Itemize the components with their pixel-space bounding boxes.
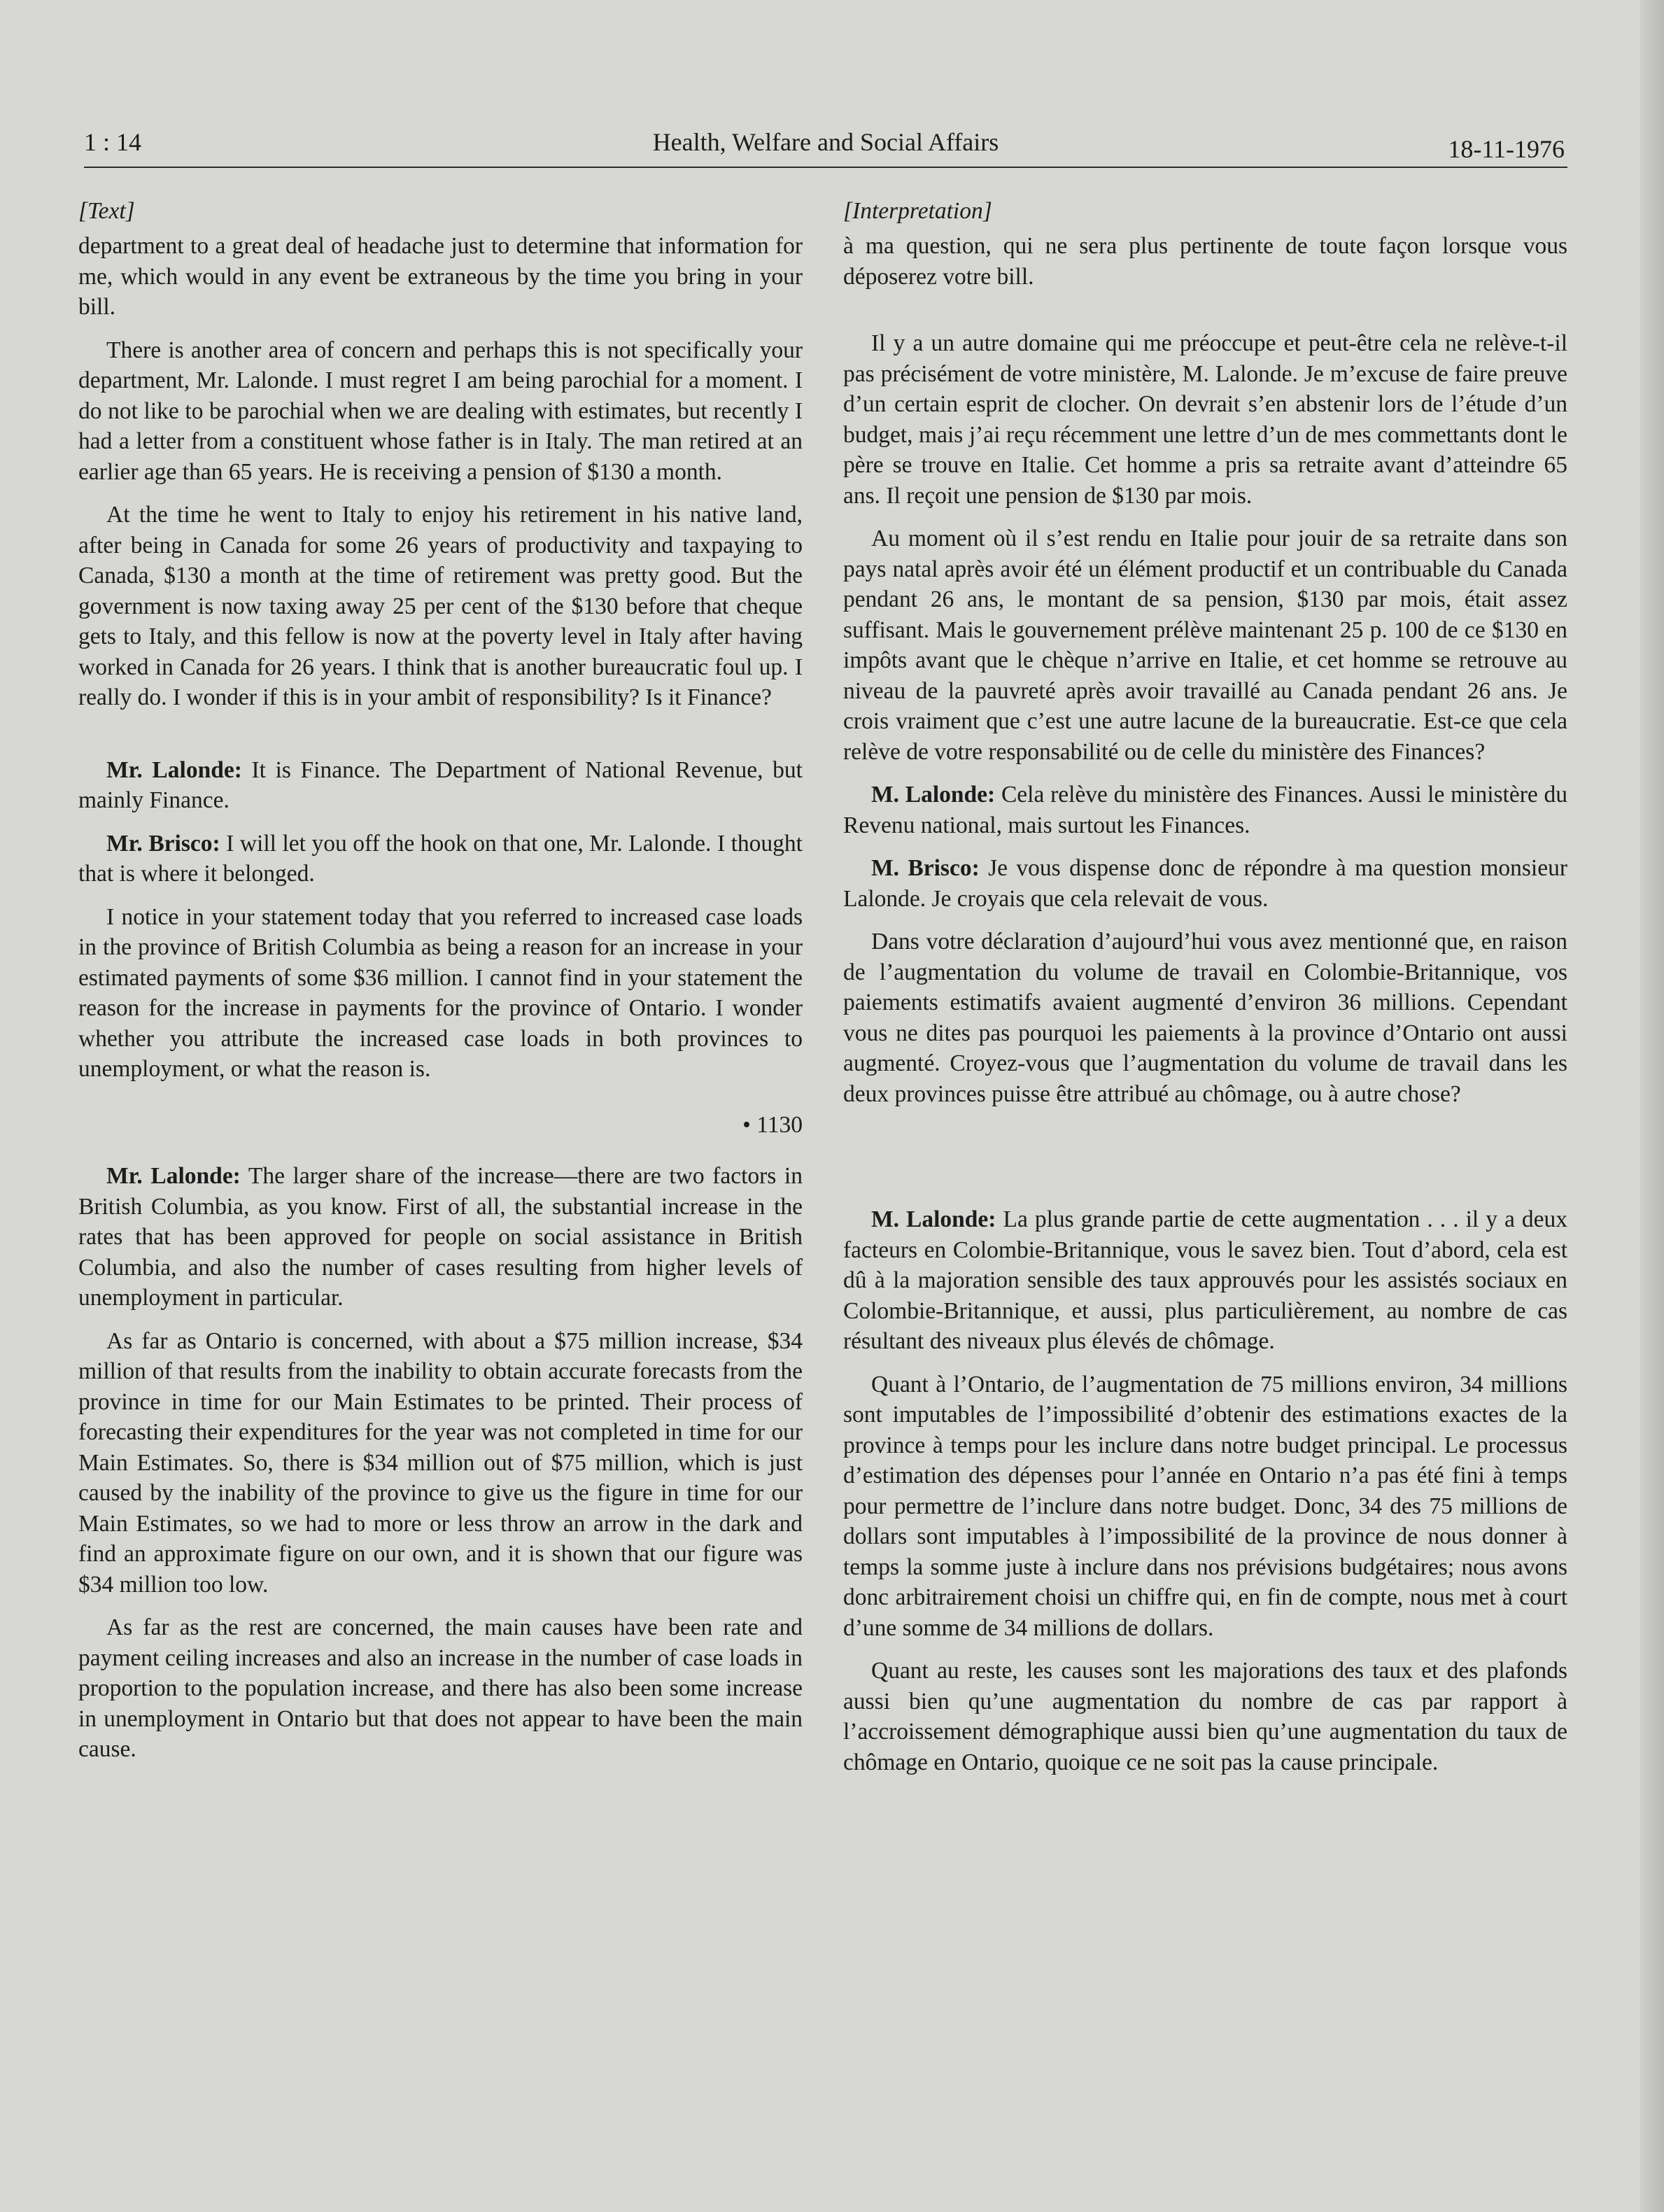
speech-text: Je vous dispense donc de répondre à ma question monsieur Lalonde. Je croyais que cela relevait de vous. [843,855,1568,912]
english-column [78,197,803,1777]
paragraph: Quant au reste, les causes sont les majorations des taux et des plafonds aussi bien qu’une augmentation du nombre de cas par rapport à l’accroissement démographique aussi bien qu’une augmentation du taux de chômage en Ontario, quoique ce ne soit pas la cause principale. [843,1658,1567,1775]
speaker-name: Mr. Lalonde: [106,756,242,783]
paragraph: At the time he went to Italy to enjoy his retirement in his native land, after being in Canada for some 26 years of productivity and taxpaying to Canada, $130 a month at the time of retirement was pretty good. But the government is now taxing away 25 per cent of the $130 before that cheque gets to Italy, and this fellow is now at the poverty level in Italy after having worked in Canada for 26 years. I think that is another bureaucratic foul up. I really do. I wonder if this is in your ambit of responsibility? Is it Finance? [78,502,803,710]
paragraph: Quant à l’Ontario, de l’augmentation de 75 millions environ, 34 millions sont imputables de l’impossibilité d’obtenir des estimations exactes de la province à temps pour les inclure dans notre budget principal. Le processus d’estimation des dépenses pour l’année en Ontario n’a pas été fini à temps pour permettre de l’inclure dans notre budget. Donc, 34 des 75 millions de dollars sont imputables à l’impossibilité de la province de nous donner à temps la somme juste à inclure dans nos prévisions budgétaires; nous avons donc arbitrairement choisi un chiffre qui, en fin de compte, nous met à court d’une somme de 34 millions de dollars. [843,1371,1567,1641]
speaker-name: Mr. Lalonde: [106,1163,241,1189]
paragraph: à ma question, qui ne sera plus pertinente de toute façon lorsque vous déposerez votre bill. [843,233,1567,290]
paragraph: As far as the rest are concerned, the main causes have been rate and payment ceiling increases and also an increase in the number of case loads in proportion to the population increase, and there has also been some increase in unemployment in Ontario but that does not appear to have been the main cause. [78,1614,803,1762]
speech-text: Cela relève du ministère des Finances. Aussi le ministère du Revenu national, mais surtout les Finances. [843,782,1567,838]
column-tag: [Text] [78,198,135,224]
paragraph: I notice in your statement today that you referred to increased case loads in the province of British Columbia as being a reason for an increase in your estimated payments of some $36 million. I cannot find in your statement the reason for the increase in payments for the province of Ontario. I wonder whether you attribute the increased case loads in both provinces to unemployment, or what the reason is. [78,903,803,1082]
page-number: 1 : 14 [84,128,142,156]
header-title: Health, Welfare and Social Affairs [652,128,999,156]
paragraph: department to a great deal of headache just to determine that information for me, which would in any event be extraneous by the time you bring in your bill. [78,233,803,320]
running-header [84,118,1567,168]
header-date: 18-11-1976 [1448,135,1565,163]
speaker-paragraph [843,1204,1567,1357]
speaker-name: M. Lalonde: [871,1206,996,1232]
speaker-name: M. Lalonde: [871,782,996,808]
speech-text: The larger share of the increase—there are two factors in British Columbia, as you know. First of all, the substantial increase in the rates that has been approved for people on social assistance in British Columbia, and also the number of cases resulting from higher levels of unemployment in particular. [78,1163,803,1311]
paragraph: Dans votre déclaration d’aujourd’hui vous avez mentionné que, en raison de l’augmentation du volume de travail en Colombie-Britannique, vos paiements estimatifs avaient augmenté d’environ 36 millions. Cependant vous ne dites pas pourquoi les paiements à la province d’Ontario ont aussi augmenté. Croyez-vous que l’augmentation du volume de travail dans les deux provinces puisse être attribué au chômage, ou à autre chose? [843,929,1567,1107]
french-column [843,197,1567,1790]
speaker-paragraph [78,1161,803,1313]
paragraph: Il y a un autre domaine qui me préoccupe et peut-être cela ne relève-t-il pas précisément de votre ministère, M. Lalonde. Je m’excuse de faire preuve d’un certain esprit de clocher. On devrait s’en abstenir lors de l’étude d’un budget, mais j’ai reçu récemment une lettre d’un de mes commettants dont le père se trouve en Italie. Cet homme a pris sa retraite avant d’atteindre 65 ans. Il reçoit une pension de $130 par mois. [843,330,1567,509]
speech-text: La plus grande partie de cette augmentation . . . il y a deux facteurs en Colombie-Britannique, vous le savez bien. Tout d’abord, cela est dû à la majoration sensible des taux approuvés pour les assistés sociaux en Colombie-Britannique, et aussi, plus particulièrement, au nombre de cas résultant des niveaux plus élevés de chômage. [843,1206,1568,1354]
speaker-paragraph [843,853,1567,914]
page-edge-shadow [1640,0,1664,2212]
speaker-paragraph [843,780,1567,840]
speaker-paragraph [78,755,803,816]
paragraph: Au moment où il s’est rendu en Italie pour jouir de sa retraite dans son pays natal après avoir été un élément productif et un contribuable du Canada pendant 26 ans, le montant de sa pension, $130 par mois, était assez suffisant. Mais le gouvernement prélève maintenant 25 p. 100 de ce $130 en impôts avant que le chèque n’arrive en Italie, et cet homme se retrouve au niveau de la pauvreté après avoir travaillé au Canada pendant 26 ans. Je crois vraiment que c’est une autre lacune de la bureaucratie. Est-ce que cela relève de votre responsabilité ou de celle du ministère des Finances? [843,526,1567,765]
time-marker: • 1130 [742,1111,803,1138]
speaker-name: Mr. Brisco: [106,830,220,857]
paragraph: There is another area of concern and perhaps this is not specifically your department, Mr. Lalonde. I must regret I am being parochial for a moment. I do not like to be parochial when we are dealing with estimates, but recently I had a letter from a constituent whose father is in Italy. The man retired at an earlier age than 65 years. He is receiving a pension of $130 a month. [78,337,803,485]
paragraph: As far as Ontario is concerned, with about a $75 million increase, $34 million of that results from the inability to obtain accurate forecasts from the province in time for our Main Estimates to be printed. Their process of forecasting their expenditures for the year was not completed in time for our Main Estimates. So, there is $34 million out of $75 million, which is just caused by the inability of the province to give us the figure in time for our Main Estimates, so we had to more or less throw an arrow in the dark and find an approximate figure on our own, and it is shown that our figure was $34 million too low. [78,1327,803,1598]
speech-text: I will let you off the hook on that one, Mr. Lalonde. I thought that is where it belonged. [78,830,803,887]
column-tag: [Interpretation] [843,198,992,224]
speech-text: It is Finance. The Department of National Revenue, but mainly Finance. [78,756,803,813]
speaker-name: M. Brisco: [871,855,980,881]
speaker-paragraph [78,829,803,889]
